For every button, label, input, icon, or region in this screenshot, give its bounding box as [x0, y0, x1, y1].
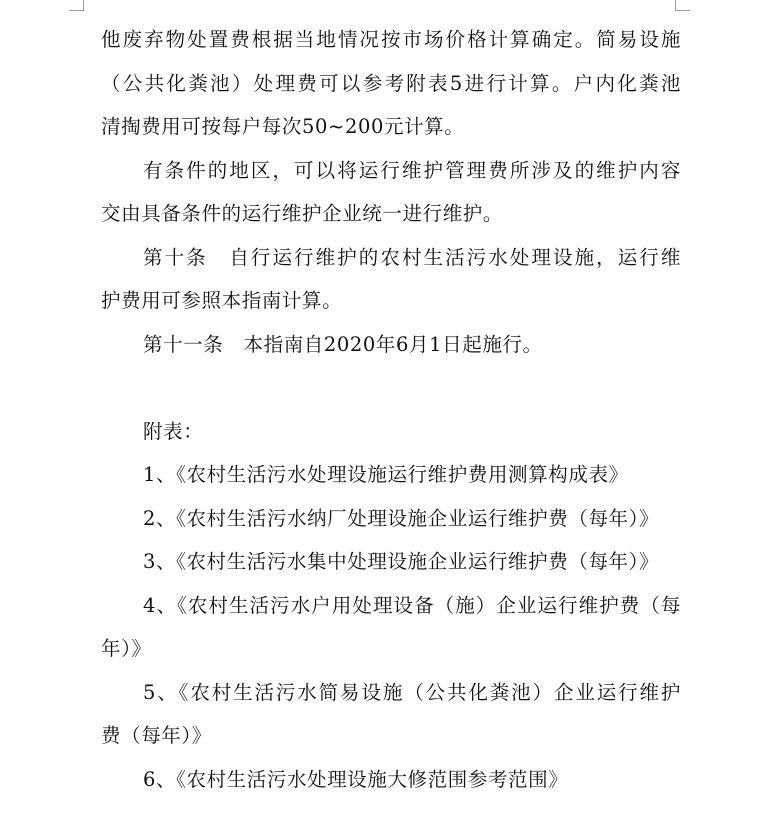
- paragraph-article-11: [101, 323, 681, 367]
- appendix-item-continuation: 费（每年）》: [101, 724, 212, 747]
- blank-line: [101, 366, 681, 410]
- text-line: 他废弃物处置费根据当地情况按市场价格计算确定。简易设施: [101, 28, 681, 51]
- page-corner-mark-left: [69, 0, 84, 11]
- text-line: （公共化粪池）处理费可以参考附表5进行计算。户内化粪池: [101, 71, 681, 95]
- appendix-item: 4、《农村生活污水户用处理设备（施）企业运行维护费（每: [143, 593, 681, 617]
- text-line: 护费用可参照本指南计算。: [101, 289, 343, 312]
- appendix-item: 3、《农村生活污水集中处理设施企业运行维护费（每年）》: [143, 550, 660, 573]
- text-line: 有条件的地区，可以将运行维护管理费所涉及的维护内容: [143, 158, 681, 182]
- appendix-heading: 附表：: [143, 419, 204, 443]
- paragraph-outsourcing: [101, 149, 681, 236]
- page-corner-mark-right: [675, 0, 690, 11]
- appendix-item: 5、《农村生活污水简易设施（公共化粪池）企业运行维护: [143, 680, 681, 704]
- paragraph-fees: [101, 18, 681, 149]
- appendix-item-continuation: 年）》: [101, 637, 152, 660]
- appendix-item: 1、《农村生活污水处理设施运行维护费用测算构成表》: [143, 463, 629, 486]
- paragraph-article-10: [101, 236, 681, 323]
- text-line: 第十一条 本指南自2020年6月1日起施行。: [143, 332, 543, 356]
- text-line: 清掏费用可按每户每次50~200元计算。: [101, 115, 465, 138]
- appendix-section: [101, 410, 681, 802]
- text-line: 第十条 自行运行维护的农村生活污水处理设施，运行维: [143, 245, 681, 269]
- document-body: [101, 18, 681, 801]
- appendix-item: 2、《农村生活污水纳厂处理设施企业运行维护费（每年）》: [143, 506, 660, 530]
- text-line: 交由具备条件的运行维护企业统一进行维护。: [101, 202, 504, 225]
- appendix-item: 6、《农村生活污水处理设施大修范围参考范围》: [143, 767, 569, 791]
